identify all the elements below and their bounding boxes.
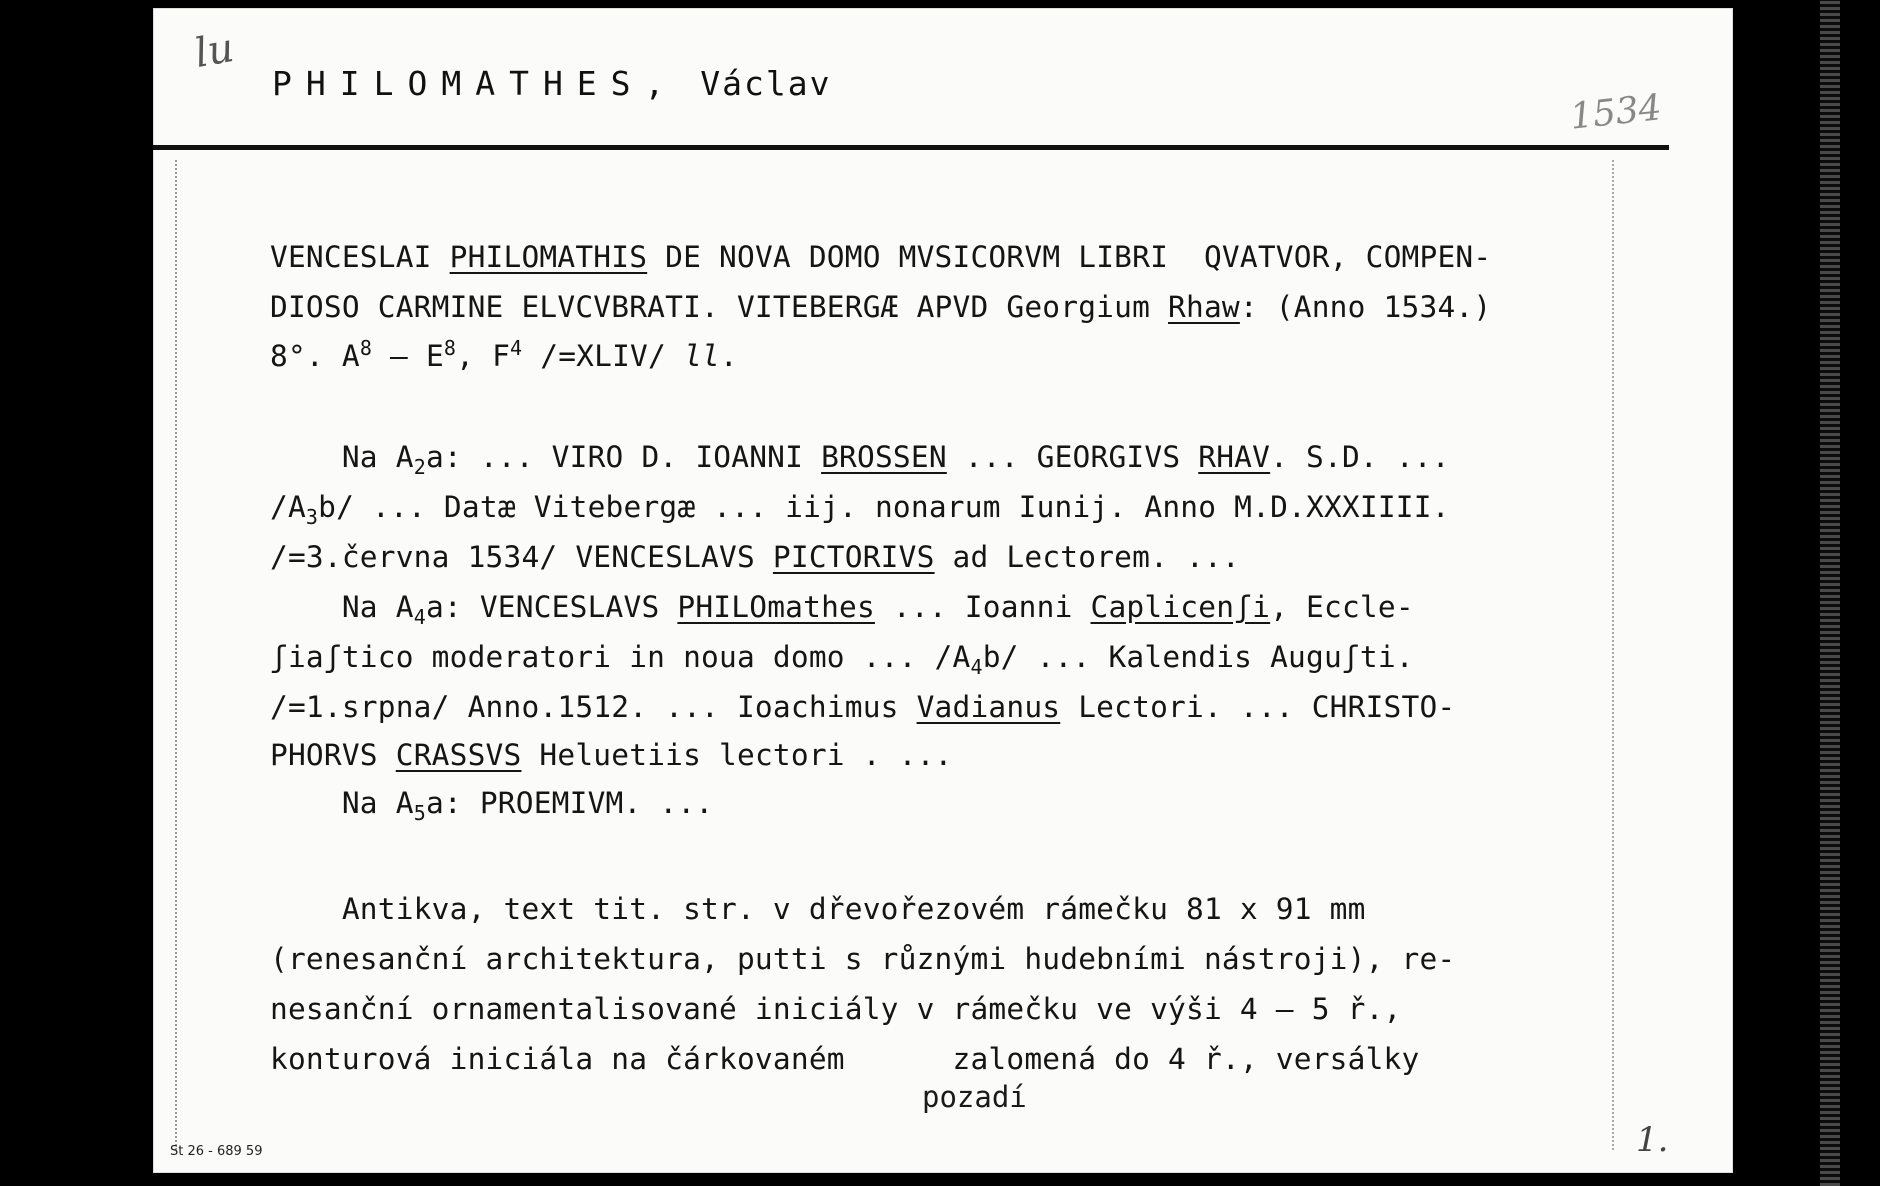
text-line: /=1.srpna/ Anno.1512. ... Ioachimus Vadianus Lectori. ... CHRISTO- — [270, 690, 1456, 724]
handwritten-insertion: pozadí — [922, 1080, 1027, 1114]
text-line: ʃiaʃtico moderatori in noua domo ... $/A_4b/$ ... Kalendis Auguʃti. — [270, 640, 1414, 679]
text-line: konturová iniciála na čárkovaném zalomená do 4 ř., versálky — [270, 1042, 1420, 1076]
heading-rule — [153, 145, 1669, 150]
margin-line-right — [1612, 160, 1614, 1150]
text-line: nesanční ornamentalisované iniciály v rámečku ve výši 4 – 5 ř., — [270, 992, 1402, 1026]
text-line: (renesanční architektura, putti s různými hudebními nástroji), re- — [270, 942, 1456, 976]
pencil-page-mark: 1. — [1636, 1120, 1669, 1160]
text-line: $/A_3b/$ ... Datæ Vitebergæ ... iij. nonarum Iunij. Anno M.D.XXXIIII. — [270, 490, 1450, 529]
scan-edge-left — [140, 0, 153, 1186]
text-line: Na $A_2a$: ... VIRO D. IOANNI BROSSEN ... GEORGIVS RHAV. S.D. ... — [270, 440, 1450, 479]
text-line: /=3.června 1534/ VENCESLAVS PICTORIVS ad Lectorem. ... — [270, 540, 1240, 574]
card-heading — [272, 64, 832, 103]
text-line: Antikva, text tit. str. v dřevořezovém rámečku 81 x 91 mm — [270, 892, 1366, 926]
text-line: Na $A_5a$: PROEMIVM. ... — [270, 786, 714, 825]
margin-line-left — [175, 160, 177, 1150]
text-line: Na $A_4a$: VENCESLAVS PHILOmathes ... Ioanni Caplicenʃi, Eccle- — [270, 590, 1414, 629]
scan-edge-right — [1820, 0, 1840, 1186]
card-code: St 26 - 689 59 — [170, 1144, 263, 1159]
heading-surname: PHILOMATHES, — [272, 64, 679, 103]
pencil-note-year: 1534 — [1568, 87, 1664, 138]
text-line: PHORVS CRASSVS Heluetiis lectori . ... — [270, 738, 953, 772]
pencil-note-left: lu — [191, 25, 238, 77]
text-line: DIOSO CARMINE ELVCVBRATI. VITEBERGÆ APVD Georgium Rhaw: (Anno 1534.) — [270, 290, 1492, 324]
text-line: 8°. $A^8 - E^8$, $F^4$ /=XLIV/ ll. — [270, 336, 738, 373]
heading-given-name: Václav — [700, 64, 832, 103]
handwritten-ll: ll — [683, 338, 720, 373]
text-line: VENCESLAI PHILOMATHIS DE NOVA DOMO MVSICORVM LIBRI QVATVOR, COMPEN- — [270, 240, 1492, 274]
